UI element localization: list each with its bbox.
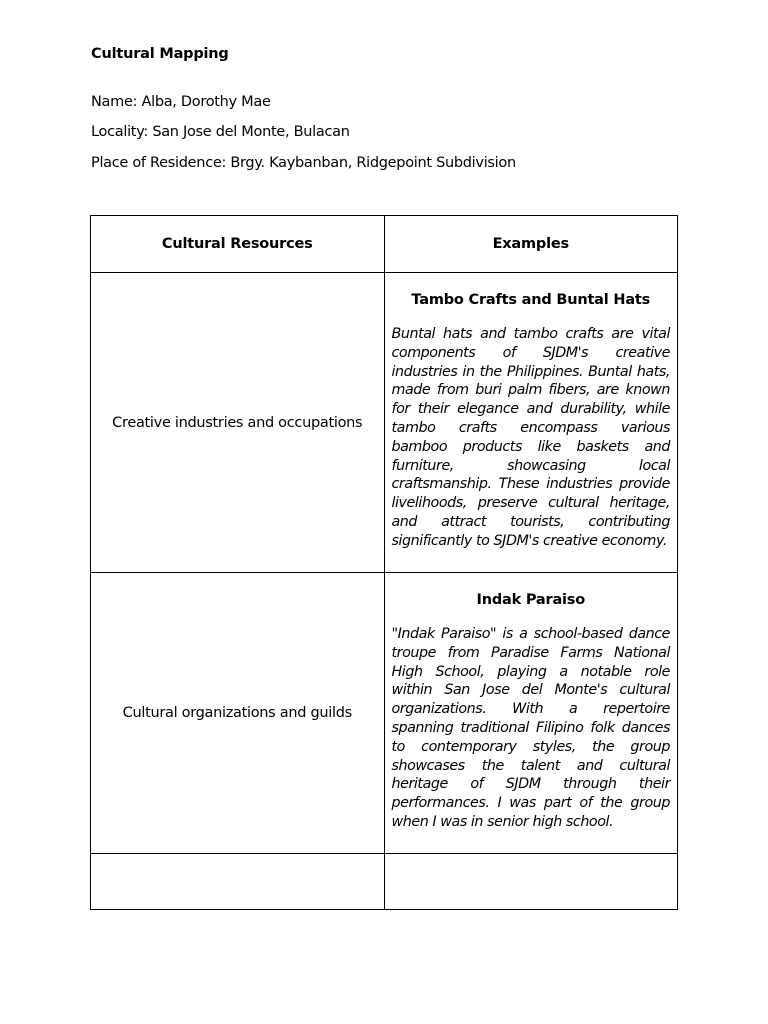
table-row xyxy=(91,573,678,854)
table-row xyxy=(91,273,678,573)
table-row-empty xyxy=(91,854,678,910)
example-cell xyxy=(384,573,678,854)
document-title: Cultural Mapping xyxy=(91,46,229,62)
locality-line: Locality: San Jose del Monte, Bulacan xyxy=(91,124,350,140)
header-examples: Examples xyxy=(384,216,678,273)
example-cell-empty xyxy=(384,854,678,910)
resource-cell-empty xyxy=(91,854,385,910)
name-line: Name: Alba, Dorothy Mae xyxy=(91,94,271,110)
resource-cell: Creative industries and occupations xyxy=(91,273,385,573)
table-header-row xyxy=(91,216,678,273)
residence-line: Place of Residence: Brgy. Kaybanban, Ridgepoint Subdivision xyxy=(91,155,516,171)
example-title: Tambo Crafts and Buntal Hats xyxy=(411,292,651,308)
example-description: "Indak Paraiso" is a school-based dance troupe from Paradise Farms National High School, playing a notable role within San Jose del Monte's cultural organizations. With a repertoire spanning traditional Filipino folk dances to contemporary styles, the group showcases the talent and cultural heritage of SJDM through their performances. I was part of the group when I was in senior high school. xyxy=(391,626,670,830)
header-cultural-resources: Cultural Resources xyxy=(91,216,385,273)
example-description: Buntal hats and tambo crafts are vital components of SJDM's creative industries in the Philippines. Buntal hats, made from buri palm fibers, are known for their elegance and durability, while tambo crafts encompass various bamboo products like baskets and furniture, showcasing local craftsmanship. These industries provide livelihoods, preserve cultural heritage, and attract tourists, contributing significantly to SJDM's creative economy. xyxy=(391,326,670,549)
cultural-mapping-table xyxy=(90,215,678,910)
example-title: Indak Paraiso xyxy=(476,592,585,608)
example-cell xyxy=(384,273,678,573)
resource-cell: Cultural organizations and guilds xyxy=(91,573,385,854)
